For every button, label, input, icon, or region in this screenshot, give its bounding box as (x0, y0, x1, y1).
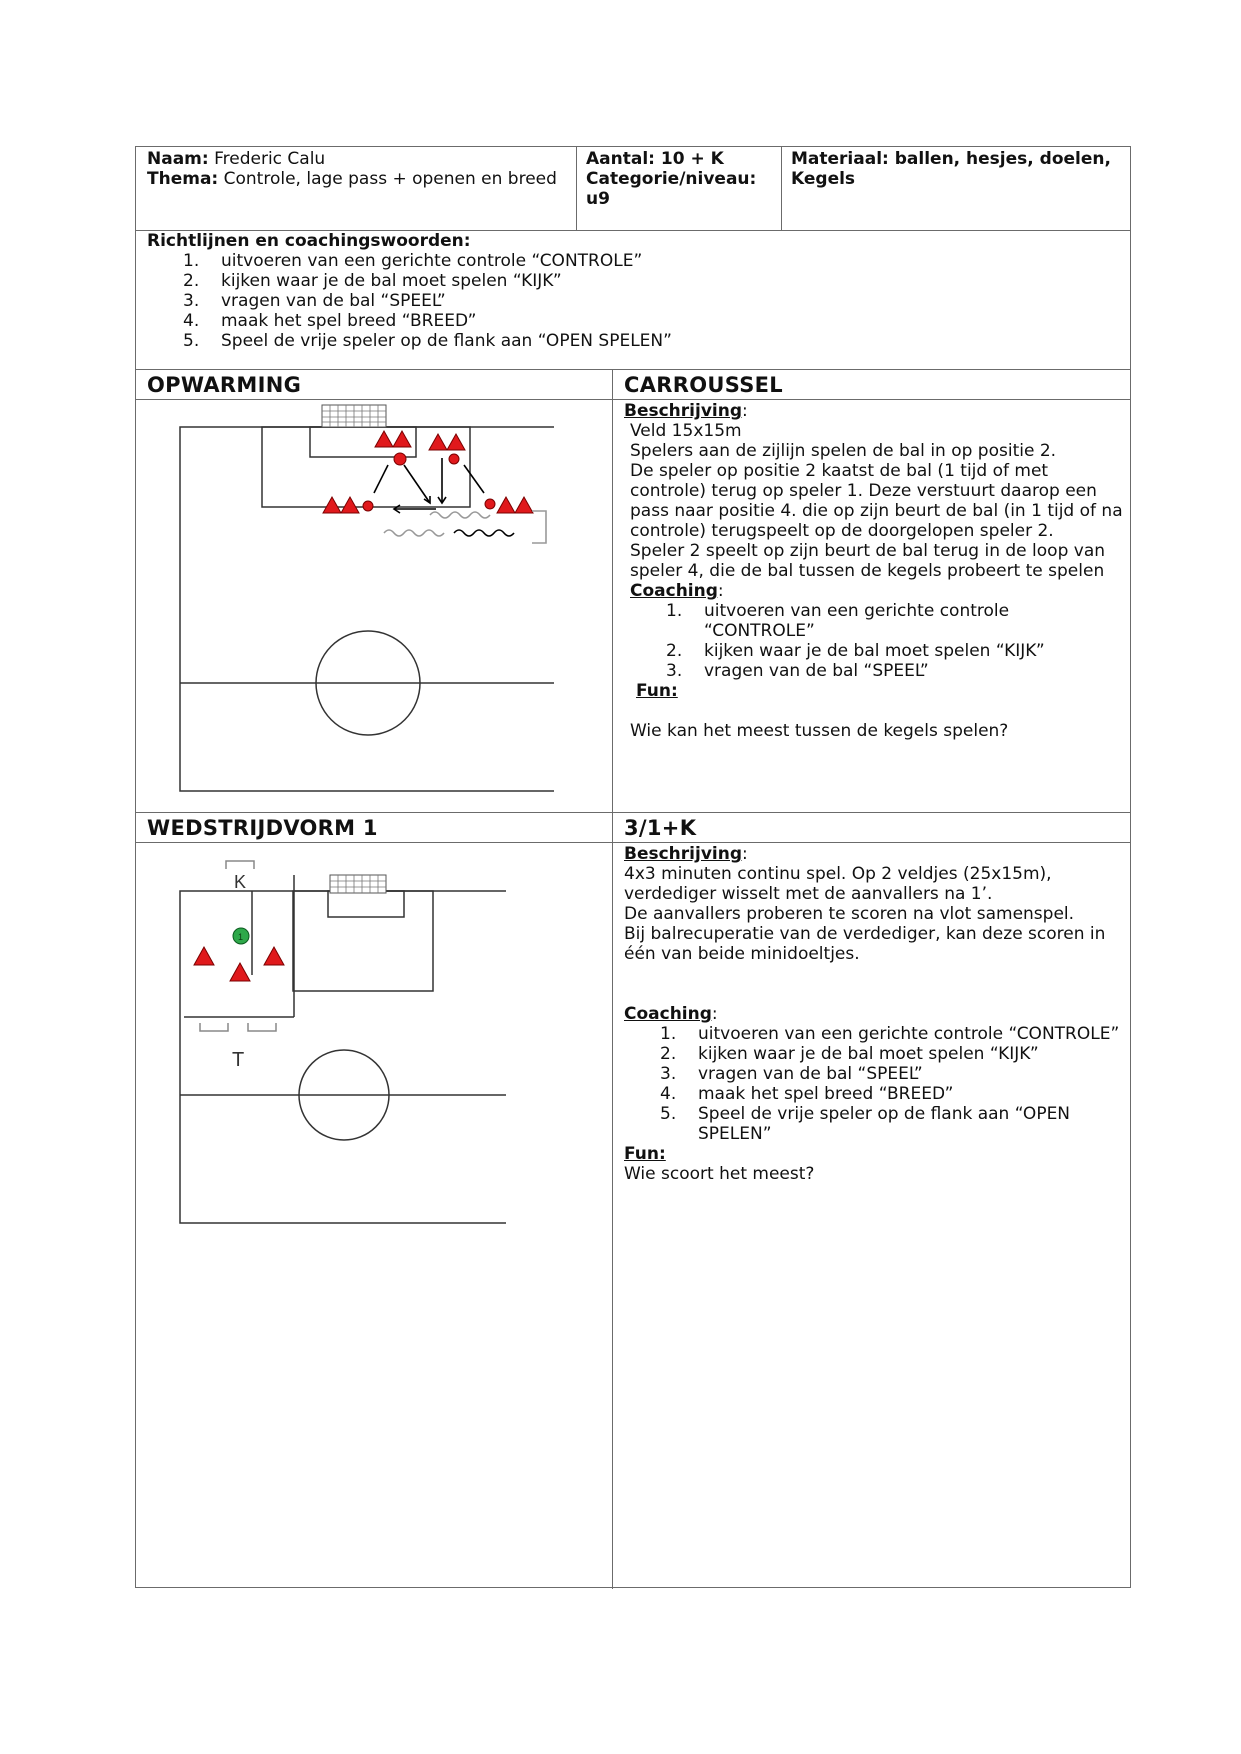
header-name-cell (147, 149, 567, 189)
fun-label: Fun: (624, 1144, 666, 1164)
section2-right-title: 3/1+K (624, 816, 697, 840)
description-line: Bij balrecuperatie van de verdediger, kan deze scoren in (624, 924, 1106, 944)
description-line: Veld 15x15m (630, 421, 742, 441)
cone-icon (194, 947, 214, 965)
section1-description: Beschrijving: Veld 15x15m Spelers aan de zijlijn spelen de bal in op positie 2. De speler op positie 2 kaatst de bal (1 tijd of met controle) terug op speler 1. Deze verstuurt daarop een pass naar positie 4. die op zijn beurt de bal (in 1 tijd of na controle) terugspeelt op de doorgelopen speler 2. Speler 2 speelt op zijn beurt de bal terug in de loop van speler 4, die de bal tussen de kegels probeert te spelen Coaching: 1. uitvoeren van een gerichte controle “CONTROLE” 2. kijken waar je de bal moet spelen “KIJK” 3. vragen van de bal “SPEEL” Fun: Wie kan het meest tussen de kegels spelen? (624, 401, 1123, 741)
list-item: 5. Speel de vrije speler op de flank aan “OPEN (660, 1104, 1071, 1124)
fun-text: Wie kan het meest tussen de kegels spelen? (630, 721, 1009, 741)
penalty-area (293, 891, 433, 991)
player-icon (363, 501, 373, 511)
list-item: 2. kijken waar je de bal moet spelen “KIJK” (660, 1044, 1039, 1064)
pass-arrow (374, 465, 388, 493)
coaching-label: Coaching (630, 581, 718, 601)
categorie-value: u9 (586, 189, 610, 209)
naam-label: Naam: (147, 149, 209, 169)
description-line: Speler 2 speelt op zijn beurt de bal terug in de loop van (630, 541, 1106, 561)
list-item: 1. uitvoeren van een gerichte controle “CONTROLE” (183, 251, 643, 271)
description-line: speler 4, die de bal tussen de kegels probeert te spelen (630, 561, 1105, 581)
divider (136, 842, 1130, 843)
goal-area (328, 891, 404, 917)
dribble-path (430, 512, 490, 518)
fun-label: Fun: (636, 681, 678, 701)
header-materiaal-cell (791, 149, 1121, 189)
goal-net-icon (330, 875, 386, 893)
list-item: 3. vragen van de bal “SPEEL” (183, 291, 446, 311)
fun-text: Wie scoort het meest? (624, 1164, 815, 1184)
divider (781, 147, 782, 230)
cone-icon (447, 434, 465, 450)
materiaal-line1: Materiaal: ballen, hesjes, doelen, (791, 149, 1111, 169)
run-path (384, 530, 444, 536)
coaching-list (630, 601, 1124, 681)
player-icon (394, 453, 406, 465)
cone-icon (375, 431, 393, 447)
match-field-diagram (166, 847, 506, 1447)
player-icon (449, 454, 459, 464)
divider (136, 399, 1130, 400)
pass-arrow (404, 465, 430, 503)
section1-left-title: OPWARMING (147, 373, 302, 397)
section2-description: Beschrijving: 4x3 minuten continu spel. Op 2 veldjes (25x15m), verdediger wisselt met de aanvallers na 1’. De aanvallers proberen te scoren na vlot samenspel. Bij balrecuperatie van de verdediger, kan deze scoren in één van beide minidoeltjes. Coaching: 1. uitvoeren van een gerichte controle “CONTROLE” 2. kijken waar je de bal moet spelen “KIJK” 3. vragen van de bal “SPEEL” 4. maak het spel breed “BREED” 5. Speel de vrije speler op de flank aan “OPEN SPELEN” Fun: Wie scoort het meest? (624, 844, 1124, 1184)
list-item: 5. Speel de vrije speler op de flank aan “OPEN SPELEN” (183, 331, 672, 351)
richtlijnen-title: Richtlijnen en coachingswoorden: (147, 231, 471, 251)
cone-icon (515, 497, 533, 513)
divider (612, 369, 613, 1589)
description-line: controle) terug op speler 1. Deze verstuurt daarop een (630, 481, 1097, 501)
richtlijnen-cell (147, 231, 1107, 351)
list-item: 1. uitvoeren van een gerichte controle “CONTROLE” (666, 601, 1010, 641)
description-line: De speler op positie 2 kaatst de bal (1 tijd of met (630, 461, 1049, 481)
divider (136, 812, 1130, 813)
cone-icon (341, 497, 359, 513)
keeper-label: K (234, 872, 247, 892)
description-line: pass naar positie 4. die op zijn beurt de bal (in 1 tijd of na (630, 501, 1123, 521)
warmup-field-diagram (174, 403, 554, 803)
mini-goal-icon (200, 1023, 228, 1031)
thema-value: Controle, lage pass + openen en breed (223, 169, 557, 189)
description-line: verdediger wisselt met de aanvallers na 1’. (624, 884, 993, 904)
beschrijving-label: Beschrijving (624, 844, 743, 864)
aantal-text: Aantal: 10 + K (586, 149, 724, 169)
divider (136, 369, 1130, 370)
description-line: één van beide minidoeltjes. (624, 944, 860, 964)
session-sheet (135, 146, 1131, 1588)
list-item: 2. kijken waar je de bal moet spelen “KIJK” (666, 641, 1045, 661)
beschrijving-label: Beschrijving (624, 401, 743, 421)
description-line: Spelers aan de zijlijn spelen de bal in op positie 2. (630, 441, 1057, 461)
trainer-label: T (232, 1049, 245, 1071)
divider (576, 147, 577, 230)
cone-icon (323, 497, 341, 513)
run-path (454, 530, 514, 536)
section1-right-title: CARROUSSEL (624, 373, 783, 397)
description-line: De aanvallers proberen te scoren na vlot samenspel. (624, 904, 1075, 924)
naam-value: Frederic Calu (214, 149, 326, 169)
list-item: 3. vragen van de bal “SPEEL” (666, 661, 929, 681)
mini-goal-icon (248, 1023, 276, 1031)
list-item: SPELEN” (698, 1124, 772, 1144)
cone-icon (230, 963, 250, 981)
coaching-label: Coaching (624, 1004, 712, 1024)
materiaal-line2: Kegels (791, 169, 856, 189)
description-line: controle) terugspeelt op de doorgelopen speler 2. (630, 521, 1054, 541)
player-icon (485, 499, 495, 509)
field-outline (180, 427, 554, 791)
coaching-list (624, 1024, 1124, 1144)
richtlijnen-list (147, 251, 1107, 351)
mini-goal-icon (226, 861, 254, 869)
list-item: 2. kijken waar je de bal moet spelen “KIJK” (183, 271, 562, 291)
description-line: 4x3 minuten continu spel. Op 2 veldjes (25x15m), (624, 864, 1052, 884)
thema-label: Thema: (147, 169, 219, 189)
cone-icon (497, 497, 515, 513)
list-item: 1. uitvoeren van een gerichte controle “CONTROLE” (660, 1024, 1120, 1044)
section2-left-title: WEDSTRIJDVORM 1 (147, 816, 378, 840)
categorie-label: Categorie/niveau: (586, 169, 757, 189)
list-item: 4. maak het spel breed “BREED” (660, 1084, 954, 1104)
list-item: 3. vragen van de bal “SPEEL” (660, 1064, 923, 1084)
goal-net-icon (322, 405, 386, 427)
field-outline (180, 891, 506, 1223)
defender-number: 1 (238, 932, 244, 942)
header-aantal-cell (586, 149, 766, 209)
cone-icon (393, 431, 411, 447)
pass-arrow (464, 465, 484, 493)
cone-icon (429, 434, 447, 450)
cone-icon (264, 947, 284, 965)
list-item: 4. maak het spel breed “BREED” (183, 311, 477, 331)
